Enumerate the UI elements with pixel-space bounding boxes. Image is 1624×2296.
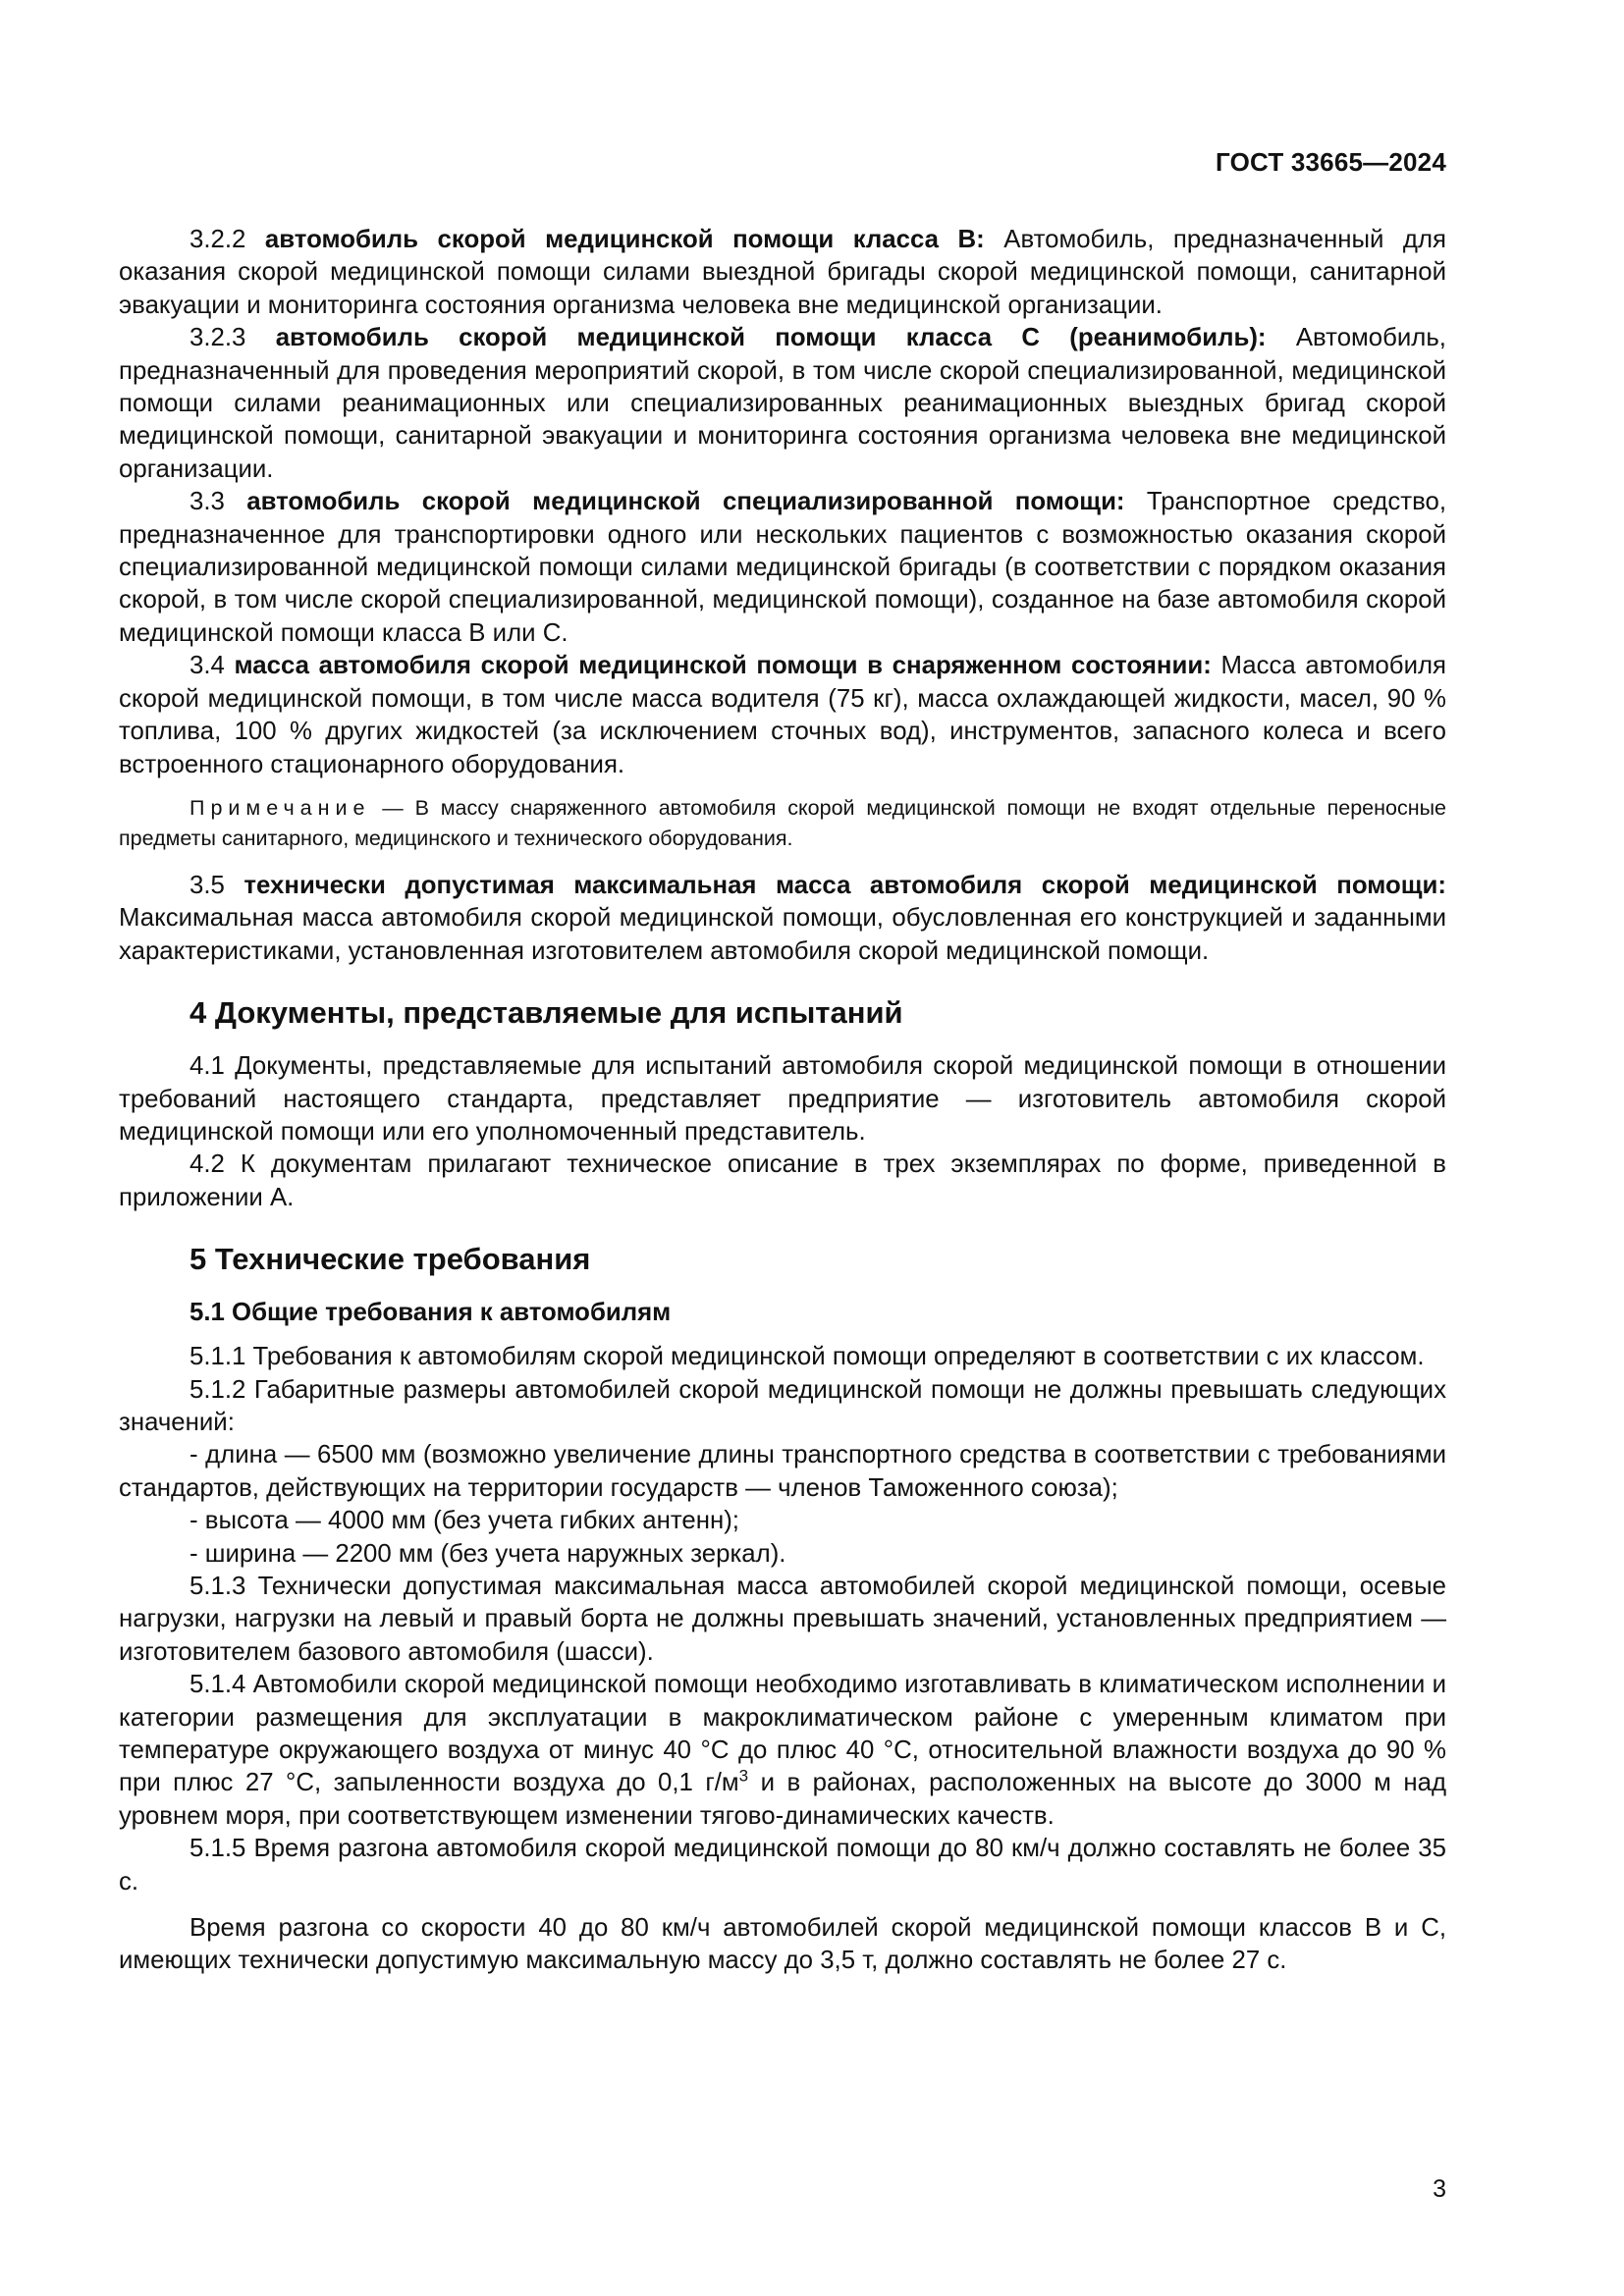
note-text: — В массу снаряженного автомобиля скорой медицинской помощи не входят отдельные переносные предметы санитарного, медицинского и технического оборудования. — [119, 795, 1446, 850]
list-item-width: - ширина — 2200 мм (без учета наружных зеркал). — [189, 1539, 786, 1568]
term-bold: масса автомобиля скорой медицинской помощи в снаряженном состоянии: — [234, 652, 1212, 680]
definition-text: Максимальная масса автомобиля скорой медицинской помощи, обусловленная его конструкцией и заданными характеристиками, установленная изготовителем автомобиля скорой медицинской помощи. — [119, 904, 1446, 965]
clause-4-1: 4.1 Документы, представляемые для испытаний автомобиля скорой медицинской помощи в отношении требований настоящего стандарта, представляет предприятие — изготовитель автомобиля скорой медицинской помощи или его уполномоченный представитель. — [119, 1052, 1446, 1146]
clause-3-4 — [119, 650, 1446, 781]
clause-5-1-2: 5.1.2 Габаритные размеры автомобилей скорой медицинской помощи не должны превышать следующих значений: — [119, 1375, 1446, 1436]
clause-5-1-5: 5.1.5 Время разгона автомобиля скорой медицинской помощи до 80 км/ч должно составлять не более 35 с. — [119, 1835, 1446, 1896]
clause-5-1-1: 5.1.1 Требования к автомобилям скорой медицинской помощи определяют в соответствии с их классом. — [189, 1343, 1425, 1371]
page-content — [119, 224, 1446, 1978]
clause-number: 3.2.2 — [189, 226, 246, 253]
clause-3-5 — [119, 870, 1446, 968]
definition-text: Транспортное средство, предназначенное для транспортировки одного или нескольких пациентов с возможностью оказания скорой специализированной медицинской помощи силами медицинской бригады (в соответствии с порядком оказания скорой, в том числе скорой специализированной, медицинской помощи), созданное на базе автомобиля скорой медицинской помощи класса В или С. — [119, 488, 1446, 647]
clause-3-3 — [119, 486, 1446, 650]
definition-text: Масса автомобиля скорой медицинской помощи, в том числе масса водителя (75 кг), масса охлаждающей жидкости, масел, 90 % топлива, 100 % других жидкостей (за исключением сточных вод), инструментов, запасного колеса и всего встроенного стационарного оборудования. — [119, 652, 1447, 778]
definition-text: Автомобиль, предназначенный для оказания скорой медицинской помощи силами выездной бригады скорой медицинской помощи, санитарной эвакуации и мониторинга состояния организма человека вне медицинской организации. — [119, 226, 1447, 319]
clause-number: 3.2.3 — [189, 324, 246, 352]
section-4-heading: 4 Документы, представляемые для испытаний — [189, 995, 903, 1031]
superscript-3: 3 — [738, 1766, 749, 1786]
section-5-heading: 5 Технические требования — [189, 1242, 591, 1277]
standard-designation: ГОСТ 33665—2024 — [1216, 147, 1446, 177]
clause-5-1-4-text-cont: и в районах, расположенных на высоте до 3000 м над уровнем моря, при соответствующем изменении тягово-динамических качеств. — [119, 1769, 1446, 1830]
clause-5-1-3: 5.1.3 Технически допустимая максимальная масса автомобилей скорой медицинской помощи, осевые нагрузки, нагрузки на левый и правый борта не должны превышать значений, установленных предприятием — изготовителем базового автомобиля (шасси). — [119, 1573, 1446, 1666]
definition-text: Автомобиль, предназначенный для проведения мероприятий скорой, в том числе скорой специализированной, медицинской помощи силами реанимационных или специализированных реанимационных выездных бригад скорой медицинской помощи, санитарной эвакуации и мониторинга состояния организма человека вне медицинской организации. — [119, 324, 1446, 483]
clause-3-2-2 — [119, 224, 1446, 322]
note-label: Примечание — [189, 795, 371, 820]
list-item-length: - длина — 6500 мм (возможно увеличение длины транспортного средства в соответствии с требованиями стандартов, действующих на территории государств — членов Таможенного союза); — [119, 1441, 1446, 1502]
clause-number: 3.5 — [189, 871, 225, 899]
list-item-height: - высота — 4000 мм (без учета гибких антенн); — [189, 1507, 739, 1535]
term-bold: технически допустимая максимальная масса автомобиля скорой медицинской помощи: — [244, 871, 1446, 899]
clause-4-2: 4.2 К документам прилагают техническое описание в трех экземплярах по форме, приведенной в приложении А. — [119, 1150, 1446, 1211]
note — [119, 793, 1446, 854]
clause-5-1-4-text: 5.1.4 Автомобили скорой медицинской помощи необходимо изготавливать в климатическом исполнении и категории размещения для эксплуатации в макроклиматическом районе с умеренным климатом при температуре окружающего воздуха от минус 40 °С до плюс 40 °С, относительной влажности воздуха до 90 % при плюс 27 °С, запыленности воздуха до 0,1 г/м — [119, 1671, 1446, 1797]
clause-number: 3.3 — [189, 488, 225, 516]
clause-5-1-4 — [119, 1669, 1446, 1833]
term-bold: автомобиль скорой медицинской помощи класса С (реанимобиль): — [275, 324, 1267, 352]
clause-5-1-5-paragraph-2: Время разгона со скорости 40 до 80 км/ч автомобилей скорой медицинской помощи классов В и С, имеющих технически допустимую максимальную массу до 3,5 т, должно составлять не более 27 с. — [119, 1914, 1446, 1975]
subsection-5-1-heading: 5.1 Общие требования к автомобилям — [189, 1299, 672, 1327]
clause-3-2-3 — [119, 322, 1446, 486]
page-number: 3 — [1433, 2175, 1446, 2203]
term-bold: автомобиль скорой медицинской специализированной помощи: — [246, 488, 1125, 516]
clause-number: 3.4 — [189, 652, 225, 680]
term-bold: автомобиль скорой медицинской помощи класса В: — [264, 226, 985, 253]
